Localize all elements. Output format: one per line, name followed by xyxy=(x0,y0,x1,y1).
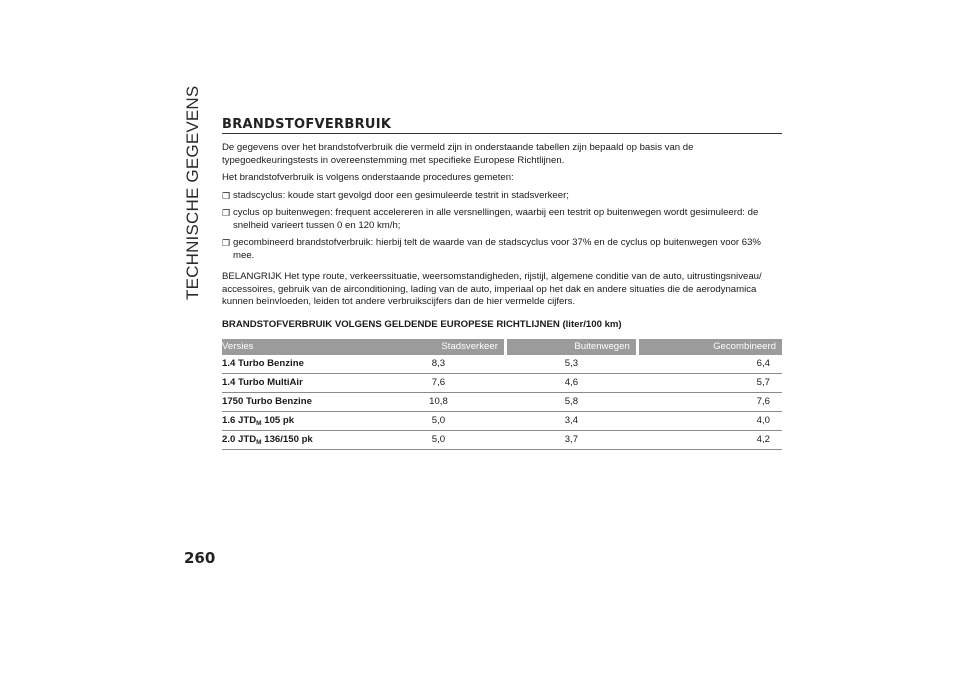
checkbox-bullet-icon: ❒ xyxy=(222,238,231,248)
table-row xyxy=(222,411,782,430)
model-suffix: 105 pk xyxy=(261,414,295,426)
city-cell: 7,6 xyxy=(373,373,504,392)
city-cell: 5,0 xyxy=(373,411,504,430)
highway-cell: 4,6 xyxy=(507,373,636,392)
combined-cell: 7,6 xyxy=(639,392,782,411)
bullet-text: stadscyclus: koude start gevolgd door een gesimuleerde testrit in stadsverkeer; xyxy=(233,189,569,201)
table-row xyxy=(222,392,782,411)
model-name: 2.0 JTD xyxy=(222,433,257,445)
bullet-item xyxy=(222,190,782,203)
model-name: 1.4 Turbo MultiAir xyxy=(222,377,303,388)
model-cell xyxy=(222,392,373,411)
model-suffix: 136/150 pk xyxy=(261,433,313,445)
combined-cell: 5,7 xyxy=(639,373,782,392)
model-cell xyxy=(222,373,373,392)
header-city: Stadsverkeer xyxy=(373,339,504,355)
model-cell xyxy=(222,430,373,449)
model-cell xyxy=(222,355,373,374)
combined-cell: 4,0 xyxy=(639,411,782,430)
page-number: 260 xyxy=(184,549,216,567)
table-header-row xyxy=(222,339,782,355)
important-note: BELANGRIJK Het type route, verkeerssituatie, weersomstandigheden, rijstijl, algemene conditie van de auto, uitrustingsniveau/ accessoires, gebruik van de airconditioning, lading van de auto, imperiaal op het dak en andere situaties die de aerodynamica kunnen beïnvloeden, leiden tot andere verbruikscijfers dan de hier vermelde cijfers. xyxy=(222,271,762,307)
bullet-text: cyclus op buitenwegen: frequent accelereren in alle versnellingen, waarbij een testrit op buitenwegen wordt gesimuleerd: de snelheid varieert tussen 0 en 120 km/h; xyxy=(233,207,759,231)
fuel-consumption-table xyxy=(222,339,782,450)
model-name: 1.4 Turbo Benzine xyxy=(222,358,304,369)
table-row xyxy=(222,430,782,449)
header-versions: Versies xyxy=(222,339,373,355)
combined-cell: 4,2 xyxy=(639,430,782,449)
highway-cell: 3,4 xyxy=(507,411,636,430)
city-cell: 10,8 xyxy=(373,392,504,411)
model-name: 1.6 JTD xyxy=(222,414,257,426)
table-row xyxy=(222,373,782,392)
header-combined: Gecombineerd xyxy=(639,339,782,355)
model-subscript: M xyxy=(256,419,262,427)
bullet-text: gecombineerd brandstofverbruik: hierbij telt de waarde van de stadscyclus voor 37% en de cyclus op buitenwegen voor 63% mee. xyxy=(233,237,761,261)
checkbox-bullet-icon: ❒ xyxy=(222,190,231,201)
intro-paragraph: De gegevens over het brandstofverbruik die vermeld zijn in onderstaande tabellen zijn bepaald op basis van de typegoedkeuringstests in overeenstemming met specifieke Europese Richtlijnen. xyxy=(222,142,694,166)
bullet-item xyxy=(222,237,782,262)
header-highway: Buitenwegen xyxy=(507,339,636,355)
procedures-intro: Het brandstofverbruik is volgens onderstaande procedures gemeten: xyxy=(222,172,514,183)
city-cell: 5,0 xyxy=(373,430,504,449)
highway-cell: 5,8 xyxy=(507,392,636,411)
checkbox-bullet-icon: ❒ xyxy=(222,208,231,218)
chapter-side-title: TECHNISCHE GEGEVENS xyxy=(183,85,202,300)
model-cell xyxy=(222,411,373,430)
highway-cell: 5,3 xyxy=(507,355,636,374)
combined-cell: 6,4 xyxy=(639,355,782,374)
table-title: BRANDSTOFVERBRUIK VOLGENS GELDENDE EUROPESE RICHTLIJNEN (liter/100 km) xyxy=(222,318,622,330)
section-title: BRANDSTOFVERBRUIK xyxy=(222,117,782,134)
model-name: 1750 Turbo Benzine xyxy=(222,396,312,407)
page-content xyxy=(222,117,782,450)
bullet-item xyxy=(222,207,782,232)
city-cell: 8,3 xyxy=(373,355,504,374)
model-subscript: M xyxy=(256,438,262,446)
table-row xyxy=(222,355,782,374)
highway-cell: 3,7 xyxy=(507,430,636,449)
